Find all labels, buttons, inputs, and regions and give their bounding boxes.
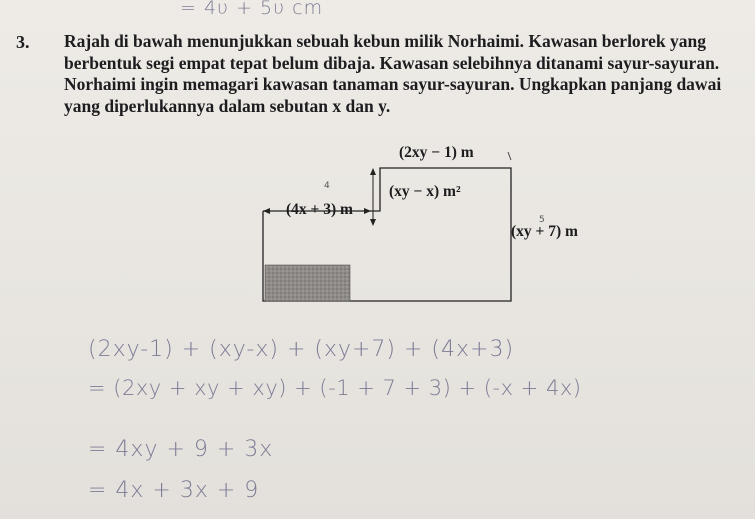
question-line: berbentuk segi empat tepat belum dibaja. Kawasan selebihnya ditanami sayur-sayuran. (64, 52, 720, 73)
working-line-2: = (2xy + xy + xy) + (-1 + 7 + 3) + (-x + 4x) (88, 376, 582, 400)
tick-mark (508, 152, 511, 160)
working-line-3: = 4xy + 9 + 3x (88, 437, 274, 462)
handwritten-top-note: = 4υ + 5υ cm (180, 0, 324, 19)
arrowhead-right (364, 208, 371, 214)
working-line-4: = 4x + 3x + 9 (88, 478, 260, 503)
pencil-mark-5: 5 (539, 215, 545, 225)
question-line: Norhaimi ingin memagari kawasan tanaman sayur-sayuran. Ungkapkan panjang dawai (64, 74, 722, 94)
working-line-1: (2xy-1) + (xy-x) + (xy+7) + (4x+3) (88, 337, 515, 362)
pencil-mark-4: 4 (324, 181, 330, 191)
step-height-label: (xy − x) m² (389, 183, 461, 200)
arrowhead-left (263, 208, 270, 214)
question-line: yang diperlukannya dalam sebutan x dan y. (64, 95, 391, 116)
question-number: 3. (16, 32, 30, 52)
right-height-label: (xy + 7) m (511, 223, 578, 240)
shaded-area (265, 265, 350, 301)
arrowhead-up (370, 168, 376, 175)
question-line: Rajah di bawah menunjukkan sebuah kebun milik Norhaimi. Kawasan berlorek yang (64, 31, 706, 51)
arrowhead-down (370, 219, 376, 226)
top-length-label: (2xy − 1) m (399, 144, 474, 161)
left-width-label: (4x + 3) m (286, 201, 353, 218)
